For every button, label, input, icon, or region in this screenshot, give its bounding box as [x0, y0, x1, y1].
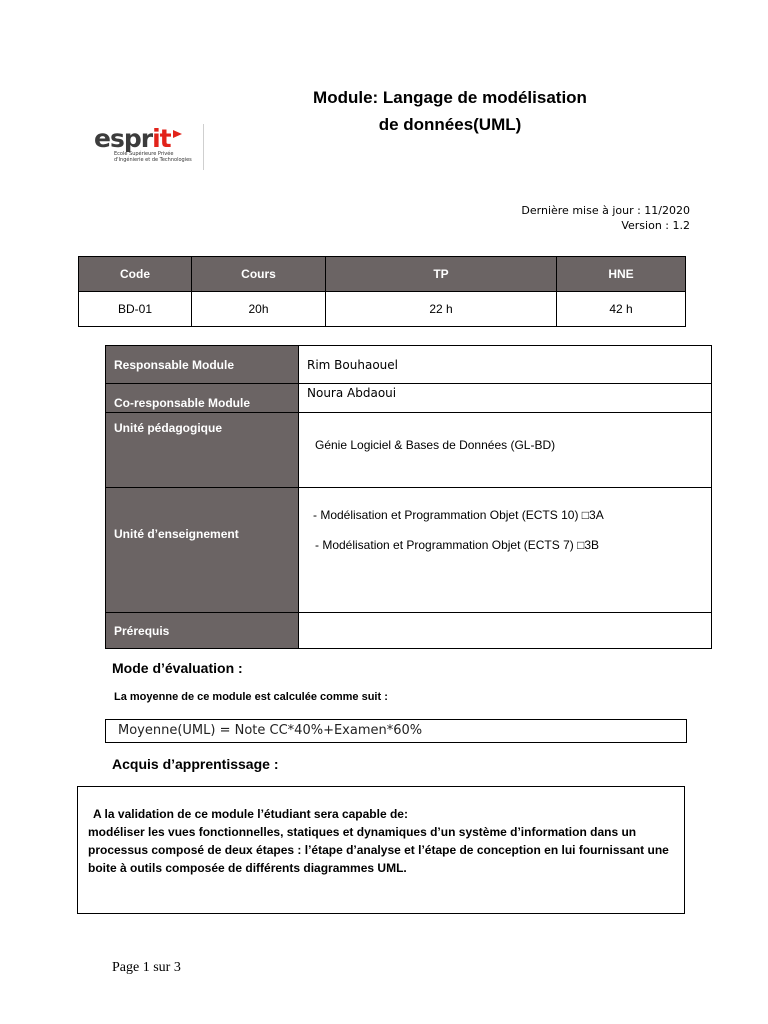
- row-prerequis: [106, 613, 712, 649]
- row-coresponsable: [106, 384, 712, 413]
- unite-pedagogique-label: Unité pédagogique: [106, 413, 299, 488]
- module-info-table: [105, 345, 712, 649]
- title-line-1: Module: Langage de modélisation: [313, 88, 587, 107]
- responsable-label: Responsable Module: [106, 346, 299, 384]
- cell-hne: 42 h: [557, 292, 686, 327]
- prerequis-label: Prérequis: [106, 613, 299, 649]
- page-number: Page 1 sur 3: [112, 960, 181, 975]
- cell-tp: 22 h: [326, 292, 557, 327]
- cell-cours: 20h: [192, 292, 326, 327]
- logo-word: esprit: [94, 124, 171, 153]
- document-meta: [521, 203, 690, 233]
- row-unite-pedagogique: [106, 413, 712, 488]
- evaluation-intro: La moyenne de ce module est calculée comme suit :: [114, 691, 388, 703]
- hours-table: [78, 256, 686, 327]
- unite-pedagogique-value: Génie Logiciel & Bases de Données (GL-BD): [299, 413, 712, 488]
- esprit-logo: [84, 124, 206, 170]
- unite-enseignement-item: - Modélisation et Programmation Objet (ECTS 10) □3A: [313, 508, 604, 522]
- logo-divider: [203, 124, 204, 170]
- acquis-line-2: modéliser les vues fonctionnelles, statiques et dynamiques d’un système d’information dans un processus composé de deux étapes : l’étape d’analyse et l’étape de conception en lui fournissant une boite à outils composée de différents diagrammes UML.: [88, 825, 669, 875]
- page-title: [230, 84, 670, 138]
- acquis-box: [77, 786, 685, 914]
- coresponsable-value: Noura Abdaoui: [299, 384, 712, 413]
- prerequis-value: [299, 613, 712, 649]
- unite-enseignement-item: - Modélisation et Programmation Objet (ECTS 7) □3B: [315, 538, 600, 552]
- hours-table-row: [79, 292, 686, 327]
- header-cours: Cours: [192, 257, 326, 292]
- last-update: Dernière mise à jour : 11/2020: [521, 204, 690, 217]
- evaluation-heading: Mode d’évaluation :: [112, 660, 243, 676]
- evaluation-formula: Moyenne(UML) = Note CC*40%+Examen*60%: [105, 719, 687, 743]
- header-code: Code: [79, 257, 192, 292]
- unite-enseignement-label: Unité d’enseignement: [106, 488, 299, 613]
- header-tp: TP: [326, 257, 557, 292]
- version: Version : 1.2: [621, 219, 690, 232]
- acquis-line-1: A la validation de ce module l’étudiant sera capable de:: [93, 807, 408, 821]
- acquis-heading: Acquis d’apprentissage :: [112, 756, 279, 772]
- row-responsable: [106, 346, 712, 384]
- unite-enseignement-value: [299, 488, 712, 613]
- row-unite-enseignement: [106, 488, 712, 613]
- cell-code: BD-01: [79, 292, 192, 327]
- logo-flag-icon: [173, 130, 182, 138]
- responsable-value: Rim Bouhaouel: [299, 346, 712, 384]
- hours-table-header: [79, 257, 686, 292]
- title-line-2: de données(UML): [378, 115, 522, 134]
- coresponsable-label: Co-responsable Module: [106, 384, 299, 413]
- header-hne: HNE: [557, 257, 686, 292]
- logo-subtitle: Ecole Supérieure Privée d'Ingénierie et de Technologies: [114, 151, 192, 163]
